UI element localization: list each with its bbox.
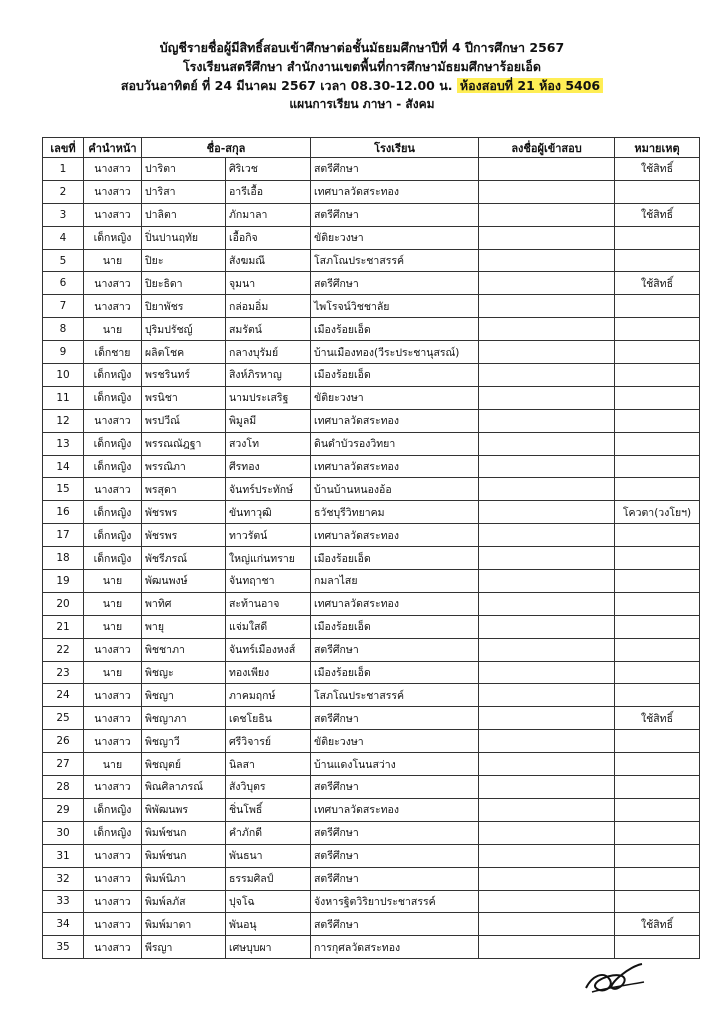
row-school: ขัติยะวงษา <box>311 386 479 409</box>
row-last-name: อารีเอื้อ <box>226 180 311 203</box>
header-name: ชื่อ-สกุล <box>142 138 311 158</box>
table-row <box>43 730 700 753</box>
row-signature-cell <box>479 707 615 730</box>
row-first-name: ปิยะ <box>142 249 226 272</box>
row-prefix: นางสาว <box>84 867 142 890</box>
row-note <box>615 798 700 821</box>
row-first-name: พิชญาภา <box>142 707 226 730</box>
row-signature-cell <box>479 432 615 455</box>
row-note <box>615 432 700 455</box>
table-row <box>43 661 700 684</box>
row-school: เทศบาลวัดสระทอง <box>311 455 479 478</box>
row-school: สตรีศึกษา <box>311 272 479 295</box>
table-row <box>43 432 700 455</box>
row-note: ใช้สิทธิ์ <box>615 913 700 936</box>
row-signature-cell <box>479 364 615 387</box>
row-number: 24 <box>43 684 84 707</box>
row-signature-cell <box>479 730 615 753</box>
row-first-name: ปิยะธิดา <box>142 272 226 295</box>
row-last-name: กล่อมอิ่ม <box>226 295 311 318</box>
row-last-name: สังวิบุตร <box>226 776 311 799</box>
table-row <box>43 386 700 409</box>
row-first-name: ปุริมปรัชญ์ <box>142 318 226 341</box>
row-signature-cell <box>479 272 615 295</box>
row-signature-cell <box>479 684 615 707</box>
row-prefix: นางสาว <box>84 203 142 226</box>
row-signature-cell <box>479 180 615 203</box>
row-first-name: พิมพ์ชนก <box>142 821 226 844</box>
row-school: เมืองร้อยเอ็ด <box>311 661 479 684</box>
row-last-name: จันทร์เมืองหงส์ <box>226 638 311 661</box>
row-signature-cell <box>479 203 615 226</box>
row-signature-cell <box>479 318 615 341</box>
row-note <box>615 936 700 959</box>
row-signature-cell <box>479 158 615 181</box>
row-last-name: พิมูลมี <box>226 409 311 432</box>
row-prefix: นาย <box>84 661 142 684</box>
row-school: สตรีศึกษา <box>311 707 479 730</box>
row-last-name: นามประเสริฐ <box>226 386 311 409</box>
table-row <box>43 570 700 593</box>
row-prefix: นาย <box>84 753 142 776</box>
row-first-name: พรนิชา <box>142 386 226 409</box>
row-note <box>615 455 700 478</box>
table-row <box>43 226 700 249</box>
row-first-name: พิชญะ <box>142 661 226 684</box>
table-row <box>43 295 700 318</box>
table-row <box>43 707 700 730</box>
row-prefix: นางสาว <box>84 478 142 501</box>
row-note <box>615 478 700 501</box>
row-prefix: นางสาว <box>84 409 142 432</box>
row-last-name: นิลสา <box>226 753 311 776</box>
row-school: ขัติยะวงษา <box>311 730 479 753</box>
table-row <box>43 478 700 501</box>
row-prefix: เด็กหญิง <box>84 798 142 821</box>
row-last-name: ภาคมฤกษ์ <box>226 684 311 707</box>
row-first-name: พิมพ์มาดา <box>142 913 226 936</box>
table-row <box>43 867 700 890</box>
row-signature-cell <box>479 455 615 478</box>
row-school: กมลาไสย <box>311 570 479 593</box>
row-last-name: เศษบุบผา <box>226 936 311 959</box>
row-signature-cell <box>479 615 615 638</box>
row-school: สตรีศึกษา <box>311 203 479 226</box>
row-last-name: จุมนา <box>226 272 311 295</box>
table-row <box>43 684 700 707</box>
row-first-name: พิชญาวี <box>142 730 226 753</box>
row-number: 9 <box>43 341 84 364</box>
table-row <box>43 203 700 226</box>
table-row <box>43 821 700 844</box>
row-school: ดินดำบัวรองวิทยา <box>311 432 479 455</box>
row-signature-cell <box>479 753 615 776</box>
table-row <box>43 272 700 295</box>
row-signature-cell <box>479 798 615 821</box>
row-last-name: เดชโยธิน <box>226 707 311 730</box>
row-prefix: นางสาว <box>84 936 142 959</box>
row-first-name: พัชรีภรณ์ <box>142 547 226 570</box>
row-prefix: เด็กหญิง <box>84 455 142 478</box>
row-number: 5 <box>43 249 84 272</box>
exam-room-highlight: ห้องสอบที่ 21 ห้อง 5406 <box>457 78 603 93</box>
row-prefix: นางสาว <box>84 913 142 936</box>
row-last-name: ทาวรัตน์ <box>226 524 311 547</box>
row-number: 7 <box>43 295 84 318</box>
row-first-name: พิมพ์นิภา <box>142 867 226 890</box>
row-number: 34 <box>43 913 84 936</box>
row-school: สตรีศึกษา <box>311 638 479 661</box>
row-first-name: ปาริตา <box>142 158 226 181</box>
row-prefix: นาย <box>84 318 142 341</box>
row-first-name: พัชรพร <box>142 524 226 547</box>
row-note <box>615 524 700 547</box>
row-signature-cell <box>479 867 615 890</box>
table-row <box>43 913 700 936</box>
row-school: สตรีศึกษา <box>311 867 479 890</box>
row-prefix: เด็กหญิง <box>84 547 142 570</box>
row-first-name: พิมพ์ชนก <box>142 844 226 867</box>
row-prefix: นางสาว <box>84 272 142 295</box>
row-prefix: นาย <box>84 592 142 615</box>
row-first-name: ปิ่นปานฤทัย <box>142 226 226 249</box>
row-note <box>615 364 700 387</box>
row-number: 2 <box>43 180 84 203</box>
row-school: สตรีศึกษา <box>311 158 479 181</box>
row-prefix: เด็กหญิง <box>84 524 142 547</box>
row-note <box>615 615 700 638</box>
row-note: ใช้สิทธิ์ <box>615 158 700 181</box>
row-first-name: พิชญา <box>142 684 226 707</box>
table-row <box>43 592 700 615</box>
row-signature-cell <box>479 341 615 364</box>
row-first-name: พัชรพร <box>142 501 226 524</box>
row-school: เมืองร้อยเอ็ด <box>311 615 479 638</box>
row-school: จังหารฐิตวิริยาประชาสรรค์ <box>311 890 479 913</box>
row-prefix: นางสาว <box>84 730 142 753</box>
row-note <box>615 867 700 890</box>
row-signature-cell <box>479 295 615 318</box>
row-note <box>615 180 700 203</box>
row-signature-cell <box>479 638 615 661</box>
row-first-name: พิชชาภา <box>142 638 226 661</box>
row-prefix: เด็กหญิง <box>84 226 142 249</box>
row-signature-cell <box>479 524 615 547</box>
exam-date-time: สอบวันอาทิตย์ ที่ 24 มีนาคม 2567 เวลา 08.30-12.00 น. <box>120 78 453 93</box>
document-header <box>0 38 724 113</box>
row-school: บ้านบ้านหนองอ้อ <box>311 478 479 501</box>
row-number: 14 <box>43 455 84 478</box>
row-school: โสภโณประชาสรรค์ <box>311 249 479 272</box>
row-last-name: สังฆมณี <box>226 249 311 272</box>
row-last-name: พันธนา <box>226 844 311 867</box>
row-last-name: ธรรมศิลป์ <box>226 867 311 890</box>
row-number: 32 <box>43 867 84 890</box>
row-number: 21 <box>43 615 84 638</box>
row-number: 1 <box>43 158 84 181</box>
table-row <box>43 249 700 272</box>
header-note: หมายเหตุ <box>615 138 700 158</box>
row-first-name: พัฒนพงษ์ <box>142 570 226 593</box>
row-first-name: ปิยาพัชร <box>142 295 226 318</box>
row-school: ขัติยะวงษา <box>311 226 479 249</box>
row-last-name: สวงโท <box>226 432 311 455</box>
row-first-name: พีรญา <box>142 936 226 959</box>
row-last-name: ขันทาวุฒิ <box>226 501 311 524</box>
signature-mark <box>582 958 648 998</box>
row-note <box>615 295 700 318</box>
row-note <box>615 570 700 593</box>
row-note <box>615 730 700 753</box>
row-last-name: แจ่มใสดี <box>226 615 311 638</box>
row-number: 28 <box>43 776 84 799</box>
row-number: 11 <box>43 386 84 409</box>
row-note <box>615 318 700 341</box>
row-signature-cell <box>479 386 615 409</box>
row-last-name: พันอนุ <box>226 913 311 936</box>
row-number: 16 <box>43 501 84 524</box>
row-number: 31 <box>43 844 84 867</box>
header-prefix: คำนำหน้า <box>84 138 142 158</box>
study-plan: แผนการเรียน ภาษา - สังคม <box>289 97 435 111</box>
row-number: 15 <box>43 478 84 501</box>
table-row <box>43 844 700 867</box>
row-school: สตรีศึกษา <box>311 913 479 936</box>
row-prefix: เด็กหญิง <box>84 501 142 524</box>
row-prefix: นาย <box>84 249 142 272</box>
row-last-name: เอื้อกิจ <box>226 226 311 249</box>
row-number: 6 <box>43 272 84 295</box>
row-first-name: พิมพ์ลภัส <box>142 890 226 913</box>
row-last-name: จันทร์ประทักษ์ <box>226 478 311 501</box>
row-prefix: นางสาว <box>84 295 142 318</box>
row-first-name: พิชญุตย์ <box>142 753 226 776</box>
row-note: ใช้สิทธิ์ <box>615 203 700 226</box>
row-signature-cell <box>479 821 615 844</box>
row-number: 30 <box>43 821 84 844</box>
table-row <box>43 753 700 776</box>
row-last-name: ศรีวิจารย์ <box>226 730 311 753</box>
row-first-name: พรรณณัฎฐา <box>142 432 226 455</box>
row-number: 33 <box>43 890 84 913</box>
row-first-name: พิพัฒนพร <box>142 798 226 821</box>
row-signature-cell <box>479 501 615 524</box>
row-note <box>615 547 700 570</box>
row-note: ใช้สิทธิ์ <box>615 272 700 295</box>
row-school: เมืองร้อยเอ็ด <box>311 547 479 570</box>
row-signature-cell <box>479 226 615 249</box>
header-no: เลขที่ <box>43 138 84 158</box>
row-note <box>615 226 700 249</box>
row-school: เทศบาลวัดสระทอง <box>311 592 479 615</box>
row-prefix: เด็กหญิง <box>84 364 142 387</box>
row-last-name: ศิริเวช <box>226 158 311 181</box>
table-row <box>43 318 700 341</box>
row-signature-cell <box>479 776 615 799</box>
table-row <box>43 364 700 387</box>
row-first-name: พรชรินทร์ <box>142 364 226 387</box>
row-signature-cell <box>479 936 615 959</box>
row-last-name: คำภักดี <box>226 821 311 844</box>
row-school: ธวัชบุรีวิทยาคม <box>311 501 479 524</box>
row-number: 27 <box>43 753 84 776</box>
row-last-name: ชิ่นโพธิ์ <box>226 798 311 821</box>
row-signature-cell <box>479 844 615 867</box>
row-number: 20 <box>43 592 84 615</box>
row-school: บ้านแดงโนนสว่าง <box>311 753 479 776</box>
row-school: สตรีศึกษา <box>311 776 479 799</box>
table-header-row <box>43 138 700 158</box>
row-note: ใช้สิทธิ์ <box>615 707 700 730</box>
table-row <box>43 158 700 181</box>
row-first-name: พายุ <box>142 615 226 638</box>
row-prefix: เด็กหญิง <box>84 821 142 844</box>
row-signature-cell <box>479 913 615 936</box>
title-line-3 <box>0 76 724 95</box>
table-row <box>43 798 700 821</box>
row-note <box>615 592 700 615</box>
row-note <box>615 386 700 409</box>
row-school: เทศบาลวัดสระทอง <box>311 798 479 821</box>
row-first-name: พรปวีณ์ <box>142 409 226 432</box>
row-number: 25 <box>43 707 84 730</box>
row-school: เทศบาลวัดสระทอง <box>311 524 479 547</box>
row-note <box>615 638 700 661</box>
row-first-name: ผลิตโชค <box>142 341 226 364</box>
row-last-name: ทองเพียง <box>226 661 311 684</box>
row-signature-cell <box>479 661 615 684</box>
table-row <box>43 547 700 570</box>
table-row <box>43 890 700 913</box>
row-note <box>615 844 700 867</box>
row-last-name: ใหญ่แก่นทราย <box>226 547 311 570</box>
header-signature: ลงชื่อผู้เข้าสอบ <box>479 138 615 158</box>
row-first-name: พาทิศ <box>142 592 226 615</box>
table-row <box>43 409 700 432</box>
table-row <box>43 615 700 638</box>
table-row <box>43 776 700 799</box>
row-note <box>615 661 700 684</box>
row-note <box>615 341 700 364</box>
header-school: โรงเรียน <box>311 138 479 158</box>
row-first-name: พิณศิลาภรณ์ <box>142 776 226 799</box>
row-number: 8 <box>43 318 84 341</box>
row-school: ไพโรจน์วิชชาลัย <box>311 295 479 318</box>
row-prefix: เด็กหญิง <box>84 432 142 455</box>
row-last-name: ศีรทอง <box>226 455 311 478</box>
table-row <box>43 524 700 547</box>
row-school: เมืองร้อยเอ็ด <box>311 318 479 341</box>
row-number: 19 <box>43 570 84 593</box>
row-note <box>615 821 700 844</box>
row-number: 26 <box>43 730 84 753</box>
row-prefix: นางสาว <box>84 890 142 913</box>
title-line-1: บัญชีรายชื่อผู้มีสิทธิ์สอบเข้าศึกษาต่อชั้นมัธยมศึกษาปีที่ 4 ปีการศึกษา 2567 <box>159 40 565 55</box>
row-last-name: สมรัตน์ <box>226 318 311 341</box>
row-signature-cell <box>479 547 615 570</box>
table-row <box>43 936 700 959</box>
row-number: 18 <box>43 547 84 570</box>
row-note: โควตา(วงโยฯ) <box>615 501 700 524</box>
table-row <box>43 501 700 524</box>
row-note <box>615 753 700 776</box>
row-school: เมืองร้อยเอ็ด <box>311 364 479 387</box>
row-signature-cell <box>479 592 615 615</box>
row-school: บ้านเมืองทอง(วีระประชานุสรณ์) <box>311 341 479 364</box>
row-number: 23 <box>43 661 84 684</box>
row-prefix: นางสาว <box>84 844 142 867</box>
row-number: 17 <box>43 524 84 547</box>
row-first-name: ปาลิตา <box>142 203 226 226</box>
row-first-name: พรสุดา <box>142 478 226 501</box>
row-prefix: เด็กหญิง <box>84 386 142 409</box>
title-line-2: โรงเรียนสตรีศึกษา สำนักงานเขตพื้นที่การศึกษามัธยมศึกษาร้อยเอ็ด <box>182 59 542 74</box>
row-school: สตรีศึกษา <box>311 844 479 867</box>
row-first-name: พรรณิภา <box>142 455 226 478</box>
row-prefix: นางสาว <box>84 180 142 203</box>
row-signature-cell <box>479 478 615 501</box>
row-prefix: นางสาว <box>84 158 142 181</box>
row-note <box>615 249 700 272</box>
row-school: การกุศลวัดสระทอง <box>311 936 479 959</box>
row-signature-cell <box>479 249 615 272</box>
row-number: 10 <box>43 364 84 387</box>
table-row <box>43 341 700 364</box>
row-school: โสภโณประชาสรรค์ <box>311 684 479 707</box>
row-school: สตรีศึกษา <box>311 821 479 844</box>
row-signature-cell <box>479 890 615 913</box>
row-prefix: นางสาว <box>84 684 142 707</box>
row-note <box>615 890 700 913</box>
row-number: 3 <box>43 203 84 226</box>
row-number: 12 <box>43 409 84 432</box>
row-last-name: กลางบุรัมย์ <box>226 341 311 364</box>
row-prefix: นาย <box>84 615 142 638</box>
row-last-name: สิงห์ภิรหาญ <box>226 364 311 387</box>
row-number: 4 <box>43 226 84 249</box>
row-school: เทศบาลวัดสระทอง <box>311 409 479 432</box>
row-note <box>615 409 700 432</box>
table-row <box>43 638 700 661</box>
row-last-name: จันทฤาชา <box>226 570 311 593</box>
row-last-name: สะท้านอาจ <box>226 592 311 615</box>
row-last-name: ปุจโฉ <box>226 890 311 913</box>
row-number: 13 <box>43 432 84 455</box>
table-row <box>43 180 700 203</box>
row-prefix: นางสาว <box>84 638 142 661</box>
row-signature-cell <box>479 570 615 593</box>
table-row <box>43 455 700 478</box>
row-signature-cell <box>479 409 615 432</box>
row-prefix: เด็กชาย <box>84 341 142 364</box>
row-note <box>615 776 700 799</box>
row-school: เทศบาลวัดสระทอง <box>311 180 479 203</box>
row-number: 35 <box>43 936 84 959</box>
row-last-name: ภักมาลา <box>226 203 311 226</box>
row-number: 22 <box>43 638 84 661</box>
row-first-name: ปาริสา <box>142 180 226 203</box>
row-prefix: นางสาว <box>84 707 142 730</box>
row-note <box>615 684 700 707</box>
row-number: 29 <box>43 798 84 821</box>
row-prefix: นาย <box>84 570 142 593</box>
candidate-table <box>42 137 700 959</box>
row-prefix: นางสาว <box>84 776 142 799</box>
